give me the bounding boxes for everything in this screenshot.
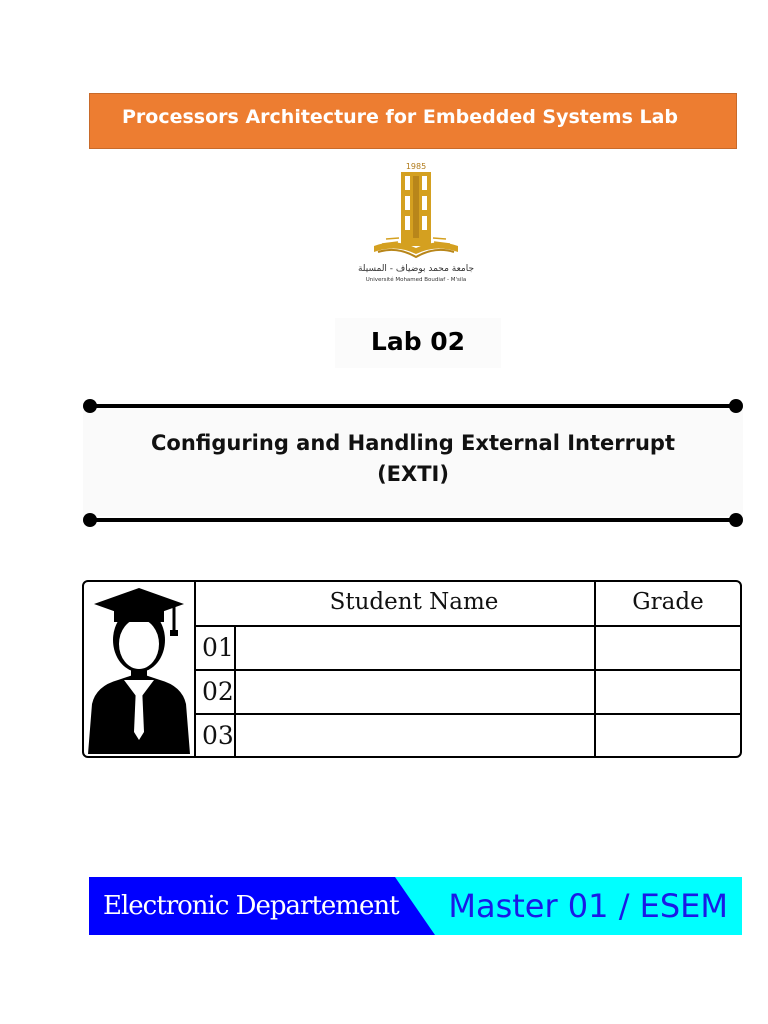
- student-name-header: Student Name: [329, 589, 499, 615]
- student-table: [82, 580, 742, 758]
- lab-number-box: [335, 318, 501, 368]
- grade-cell-01: [600, 634, 740, 664]
- logo-year: 1985: [405, 162, 427, 171]
- graduate-student-icon: [84, 582, 194, 756]
- course-title: Processors Architecture for Embedded Systems Lab: [122, 106, 679, 128]
- department-name: Electronic Departement: [103, 891, 399, 921]
- footer-banner: [89, 877, 742, 935]
- lab-title-line2: (EXTI): [377, 462, 449, 486]
- lab-title: [89, 428, 737, 490]
- logo-arabic-name: جامعة محمد بوضياف - المسيلة: [357, 264, 475, 274]
- university-logo-icon: [352, 160, 480, 264]
- student-name-cell-03: [240, 722, 590, 752]
- student-name-cell-02: [240, 678, 590, 708]
- university-logo: [352, 160, 480, 290]
- master-level: Master 01 / ESEM: [448, 887, 728, 925]
- grade-cell-02: [600, 678, 740, 708]
- top-divider: [89, 398, 737, 414]
- row-number-01: 01: [202, 633, 234, 662]
- row-number-02: 02: [202, 677, 234, 706]
- student-name-cell-01: [240, 634, 590, 664]
- row-number-03: 03: [202, 721, 234, 750]
- bottom-divider: [89, 512, 737, 528]
- grade-cell-03: [600, 722, 740, 752]
- lab-number: Lab 02: [370, 327, 466, 356]
- lab-title-line1: Configuring and Handling External Interrupt: [150, 431, 675, 455]
- student-grid: [194, 582, 740, 756]
- grade-header: Grade: [632, 589, 704, 615]
- logo-latin-name: Université Mohamed Boudiaf - M'sila: [365, 277, 467, 283]
- course-title-banner: [89, 93, 737, 149]
